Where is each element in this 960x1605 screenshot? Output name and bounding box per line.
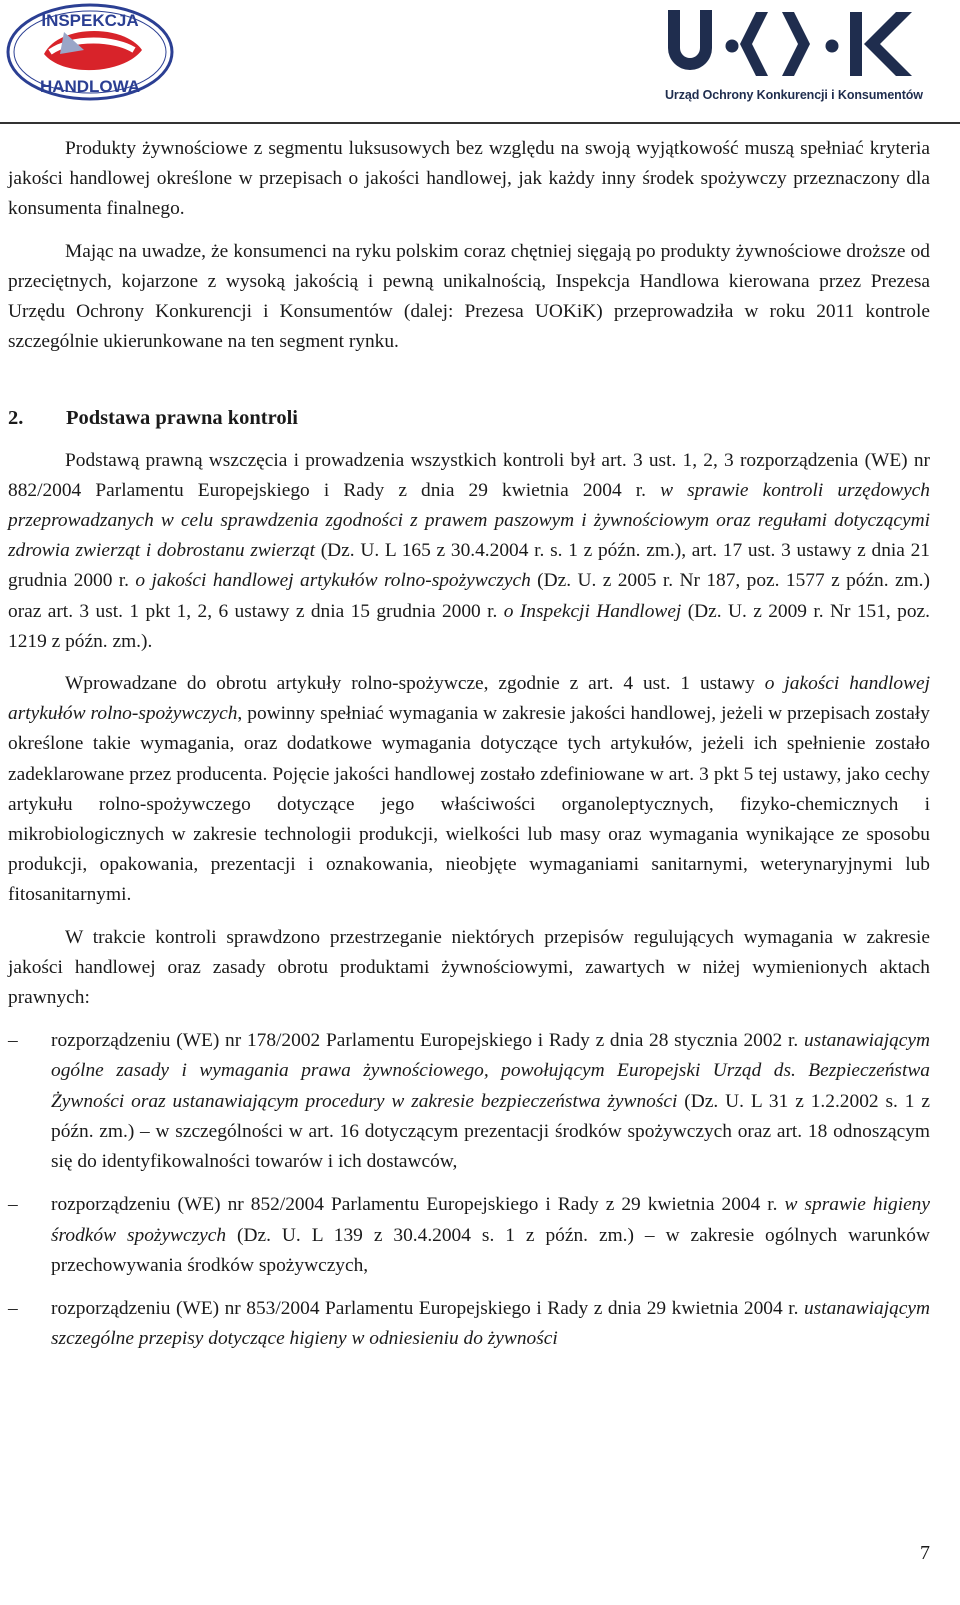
list-item bbox=[8, 1190, 930, 1281]
italic-title: ustanawiającym szczególne przepisy dotyczące higieny w odniesieniu do żywności bbox=[51, 1297, 930, 1350]
italic-title: w sprawie higieny środków spożywczych bbox=[51, 1194, 930, 1246]
uokik-caption: Urząd Ochrony Konkurencji i Konsumentów bbox=[665, 88, 923, 102]
header-divider bbox=[0, 122, 960, 124]
italic-title: w sprawie kontroli urzędowych przeprowadzanych w celu sprawdzenia zgodności z prawem paszowym i żywnościowym oraz regułami dotyczącymi zdrowia zwierząt i dobrostanu zwierząt bbox=[8, 479, 930, 562]
text-run: (Dz. U. z 2005 r. Nr 187, poz. 1577 z późn. zm.) oraz art. 3 ust. 1 pkt 1, 2, 6 ustawy z dnia 15 grudnia 2000 r. bbox=[8, 570, 930, 622]
italic-title: o jakości handlowej artykułów rolno-spożywczych bbox=[8, 673, 930, 725]
text-run: (Dz. U. z 2009 r. Nr 151, poz. 1219 z późn. zm.). bbox=[8, 600, 930, 652]
logo-text-handlowa: HANDLOWA bbox=[39, 77, 141, 96]
text-run: (Dz. U. L 165 z 30.4.2004 r. s. 1 z późn. zm.), art. 17 ust. 3 ustawy z dnia 21 grudnia 2000 r. bbox=[8, 540, 930, 592]
italic-title: o Inspekcji Handlowej bbox=[503, 600, 682, 622]
list-item bbox=[8, 1026, 930, 1177]
text-run: Wprowadzane do obrotu artykuły rolno-spożywcze, zgodnie z art. 4 ust. 1 ustawy bbox=[65, 673, 765, 695]
text-run: (Dz. U. L 139 z 30.4.2004 s. 1 z późn. zm.) – w zakresie ogólnych warunków przechowywania środków spożywczych, bbox=[51, 1224, 930, 1276]
text-run: Podstawą prawną wszczęcia i prowadzenia wszystkich kontroli był art. 3 ust. 1, 2, 3 rozporządzenia (WE) nr 882/2004 Parlamentu Europejskiego i Rady z dnia 29 kwietnia 2004 r. bbox=[8, 449, 930, 501]
italic-title: o jakości handlowej artykułów rolno-spożywczych bbox=[135, 570, 531, 592]
regulations-list bbox=[8, 1026, 930, 1354]
document-body bbox=[8, 134, 930, 1354]
paragraph-luxury-products: Produkty żywnościowe z segmentu luksusowych bez względu na swoją wyjątkowość muszą spełniać kryteria jakości handlowej określone w przepisach o jakości handlowej, jak każdy inny środek spożywczy przeznaczony dla konsumenta finalnego. bbox=[8, 138, 930, 220]
text-run: , powinny spełniać wymagania w zakresie jakości handlowej, jeżeli w przepisach zostały określone takie wymagania, oraz dodatkowe wymagania dotyczące tych artykułów, jeżeli ich spełnienie zostało zadeklarowane przez producenta. Pojęcie jakości handlowej zostało zdefiniowane w art. 3 pkt 5 tej ustawy, jako cechy artykułu rolno-spożywczego dotyczące jego właściwości organoleptycznych, fizyko-chemicznych i mikrobiologicznych w zakresie technologii produkcji, wielkości lub masy oraz wymagania wynikające ze sposobu produkcji, opakowania, prezentacji i oznakowania, nieobjęte wymaganiami sanitarnymi, weterynaryjnymi lub fitosanitarnymi. bbox=[8, 703, 930, 906]
page-number: 7 bbox=[920, 1542, 930, 1564]
section-number: 2. bbox=[8, 407, 24, 430]
text-run: rozporządzeniu (WE) nr 853/2004 Parlamentu Europejskiego i Rady z dnia 29 kwietnia 2004 r. bbox=[51, 1297, 804, 1319]
section-title: Podstawa prawna kontroli bbox=[66, 407, 298, 430]
section-heading bbox=[8, 403, 930, 433]
paragraph-regulations-intro: W trakcie kontroli sprawdzono przestrzeganie niektórych przepisów regulujących wymagania w zakresie jakości handlowej oraz zasady obrotu produktami żywnościowymi, zawartych w niżej wymienionych aktach prawnych: bbox=[8, 926, 930, 1009]
italic-title: ustanawiającym ogólne zasady i wymagania prawa żywnościowego, powołującym Europejski Urząd ds. Bezpieczeństwa Żywności oraz ustanawiającym procedury w zakresie bezpieczeństwa żywności bbox=[51, 1030, 930, 1112]
paragraph-consumers: Mając na uwadze, że konsumenci na ryku polskim coraz chętniej sięgają po produkty żywnościowe droższe od przeciętnych, kojarzone z wysoką jakością i pewną unikalnością, Inspekcja Handlowa kierowana przez Prezesa Urzędu Ochrony Konkurencji i Konsumentów (dalej: Prezesa UOKiK) przeprowadziła w roku 2011 kontrole szczególnie ukierunkowane na ten segment rynku. bbox=[8, 240, 930, 353]
page-header bbox=[0, 0, 960, 124]
paragraph-legal-basis bbox=[8, 446, 930, 657]
text-run: rozporządzeniu (WE) nr 852/2004 Parlamentu Europejskiego i Rady z 29 kwietnia 2004 r. bbox=[51, 1194, 785, 1216]
text-run: rozporządzeniu (WE) nr 178/2002 Parlamentu Europejskiego i Rady z dnia 28 stycznia 2002 r. bbox=[51, 1030, 804, 1052]
list-item bbox=[8, 1294, 930, 1354]
logo-text-inspekcja: INSPEKCJA bbox=[41, 11, 139, 30]
paragraph-commercial-quality bbox=[8, 669, 930, 911]
text-run: (Dz. U. L 31 z 1.2.2002 s. 1 z późn. zm.) – w szczególności w art. 16 dotyczącym prezentacji środków spożywczych oraz art. 18 odnoszącym się do identyfikowalności towarów i ich dostawców, bbox=[51, 1090, 930, 1173]
inspekcja-handlowa-logo bbox=[4, 2, 176, 102]
